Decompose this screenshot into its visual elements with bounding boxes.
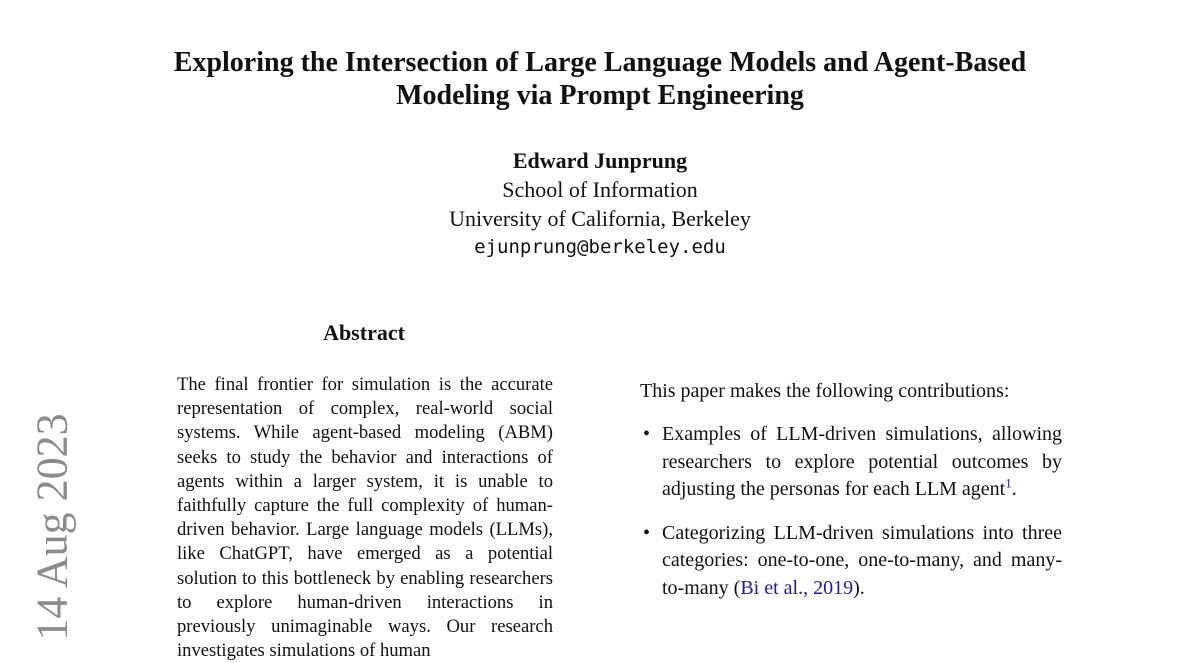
author-institution: University of California, Berkeley (449, 206, 751, 231)
contribution-text: Examples of LLM-driven simulations, allowing researchers to explore potential outcomes by adjusting the personas for each LLM agent (662, 423, 1062, 501)
paper-title: Exploring the Intersection of Large Language Models and Agent-Based Modeling via Prompt Engineering (173, 47, 1027, 111)
list-item (640, 520, 1062, 603)
abstract-body: The final frontier for simulation is the accurate representation of complex, real-world social systems. While agent-based modeling (ABM) seeks to study the behavior and interactions of agents within a larger system, it is unable to faithfully capture the full complexity of human-driven behavior. Large language models (LLMs), like ChatGPT, have emerged as a potential solution to this bottleneck by enabling researchers to explore human-driven interactions in previously unimaginable ways. Our research investigates simulations of human (177, 374, 553, 662)
contribution-text: Categorizing LLM-driven simulations into three categories: one-to-one, one-to-many, and many-to-many ( (662, 521, 1062, 599)
contributions-section (640, 377, 1062, 619)
contributions-intro: This paper makes the following contributions: (640, 380, 1010, 402)
arxiv-date-stamp: 14 Aug 2023 (27, 413, 77, 641)
contributions-list (640, 421, 1062, 603)
author-name: Edward Junprung (512, 148, 688, 173)
footnote-link[interactable]: 1 (1005, 475, 1012, 491)
author-department: School of Information (502, 177, 698, 202)
abstract-heading: Abstract (323, 320, 405, 345)
bullet-icon: • (643, 423, 651, 445)
citation-link[interactable]: Bi et al., 2019 (740, 576, 854, 599)
contribution-tail: ). (853, 576, 865, 599)
bullet-icon: • (643, 521, 651, 544)
author-email[interactable]: ejunprung@berkeley.edu (474, 236, 726, 258)
list-item (640, 421, 1062, 504)
contribution-tail: . (1011, 478, 1017, 501)
author-block (300, 146, 900, 262)
